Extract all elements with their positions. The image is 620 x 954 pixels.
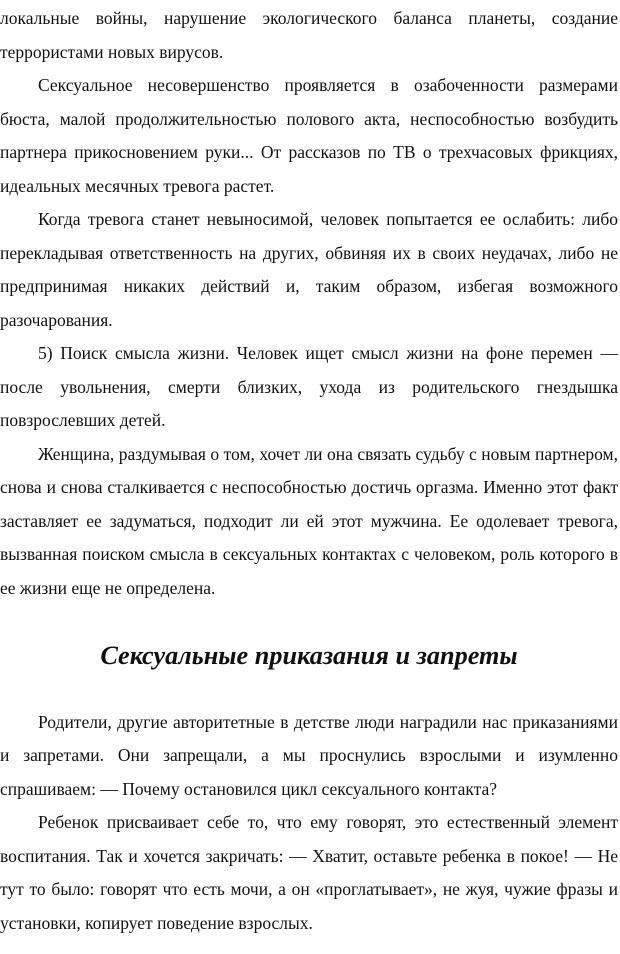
spacer-after-heading: [0, 672, 618, 706]
paragraph-6: Родители, другие авторитетные в детстве люди наградили нас приказаниями и запретами. Они запрещали, а мы проснулись взрослыми и изумленно спрашиваем: — Почему остановился цикл сексуального контакта?: [0, 711, 618, 799]
paragraph-7: Ребенок присваивает себе то, что ему говорят, это естественный элемент воспитания. Так и хочется закричать: — Хватит, оставьте ребенка в покое! — Не тут то было: говорят что есть мочи, а он «проглатывает», не жуя, чужие фразы и установки, копирует поведение взрослых.: [0, 812, 618, 933]
section-heading: Сексуальные приказания и запреты: [100, 640, 518, 670]
paragraph-3: Когда тревога станет невыносимой, человек попытается ее ослабить: либо перекладывая ответственность на других, обвиняя их в своих неудачах, либо не предпринимая никаких действий и, таким образом, избегая возможного разочарования.: [0, 209, 618, 330]
paragraph-5: Женщина, раздумывая о том, хочет ли она связать судьбу с новым партнером, снова и снова сталкивается с неспособностью достичь оргазма. Именно этот факт заставляет ее задуматься, подходит ли ей этот мужчина. Ее одолевает тревога, вызванная поиском смысла в сексуальных контактах с человеком, роль которого в ее жизни еще не определена.: [0, 443, 618, 598]
paragraph-4: 5) Поиск смысла жизни. Человек ищет смысл жизни на фоне перемен — после увольнения, смерти близких, ухода из родительского гнездышка повзрослевших детей.: [0, 343, 618, 430]
paragraph-1: локальные войны, нарушение экологического баланса планеты, создание террористами новых вирусов.: [0, 8, 618, 62]
spacer-before-heading: [0, 605, 618, 639]
paragraph-2: Сексуальное несовершенство проявляется в озабоченности размерами бюста, малой продолжительностью полового акта, неспособностью возбудить партнера прикосновением руки... От рассказов по ТВ о трехчасовых фрикциях, идеальных месячных тревога растет.: [0, 75, 618, 196]
